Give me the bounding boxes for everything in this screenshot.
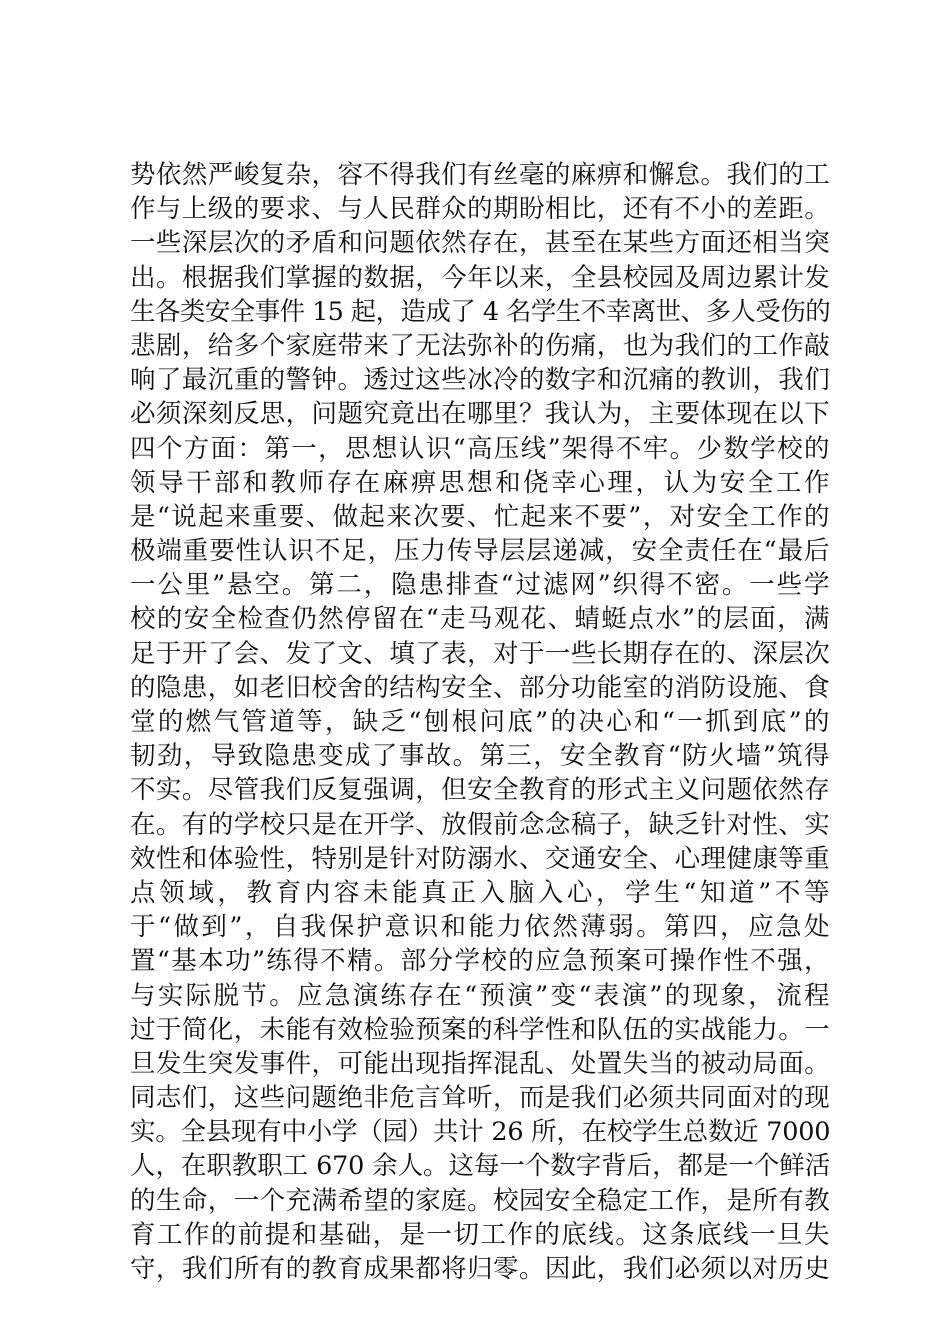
text-line: 置“基本功”练得不精。部分学校的应急预案可操作性不强， — [130, 946, 830, 977]
text-line: 效性和体验性，特别是针对防溺水、交通安全、心理健康等重 — [130, 843, 830, 874]
text-line: 极端重要性认识不足，压力传导层层递减，安全责任在“最后 — [130, 536, 830, 567]
text-line: 堂的燃气管道等，缺乏“刨根问底”的决心和“一抓到底”的 — [130, 707, 830, 737]
text-line: 于“做到”，自我保护意识和能力依然薄弱。第四，应急处 — [130, 912, 830, 943]
text-line: 校的安全检查仍然停留在“走马观花、蜻蜓点水”的层面，满 — [130, 604, 830, 635]
text-line: 生各类安全事件 15 起，造成了 4 名学生不幸离世、多人受伤的 — [130, 296, 830, 327]
text-line: 守，我们所有的教育成果都将归零。因此，我们必须以对历史 — [130, 1254, 830, 1284]
text-line: 足于开了会、发了文、填了表，对于一些长期存在的、深层次 — [130, 638, 830, 669]
text-line: 是“说起来重要、做起来次要、忙起来不要”，对安全工作的 — [130, 501, 830, 532]
text-line: 韧劲，导致隐患变成了事故。第三，安全教育“防火墙”筑得 — [130, 741, 830, 772]
text-line: 育工作的前提和基础，是一切工作的底线。这条底线一旦失 — [130, 1219, 830, 1250]
body-text — [130, 158, 830, 1286]
text-line: 必须深刻反思，问题究竟出在哪里？我认为，主要体现在以下 — [130, 399, 830, 430]
text-line: 势依然严峻复杂，容不得我们有丝毫的麻痹和懈怠。我们的工 — [130, 160, 830, 190]
text-line: 的生命，一个充满希望的家庭。校园安全稳定工作，是所有教 — [130, 1185, 830, 1216]
text-line: 一些深层次的矛盾和问题依然存在，甚至在某些方面还相当突 — [130, 228, 830, 259]
text-line: 作与上级的要求、与人民群众的期盼相比，还有不小的差距。 — [130, 194, 830, 225]
text-line: 不实。尽管我们反复强调，但安全教育的形式主义问题依然存 — [130, 775, 830, 806]
text-line: 领导干部和教师存在麻痹思想和侥幸心理，认为安全工作 — [130, 467, 830, 498]
text-line: 与实际脱节。应急演练存在“预演”变“表演”的现象，流程 — [130, 980, 830, 1011]
text-line: 点领域，教育内容未能真正入脑入心，学生“知道”不等 — [130, 877, 830, 908]
text-line: 悲剧，给多个家庭带来了无法弥补的伤痛，也为我们的工作敲 — [130, 330, 830, 361]
text-line: 人，在职教职工 670 余人。这每一个数字背后，都是一个鲜活 — [130, 1151, 830, 1182]
text-line: 四个方面：第一，思想认识“高压线”架得不牢。少数学校的 — [130, 433, 830, 464]
text-line: 一公里”悬空。第二，隐患排查“过滤网”织得不密。一些学 — [130, 570, 830, 601]
text-line: 出。根据我们掌握的数据，今年以来，全县校园及周边累计发 — [130, 262, 830, 293]
text-line: 实。全县现有中小学（园）共计 26 所，在校学生总数近 7000 — [130, 1117, 831, 1148]
text-line: 旦发生突发事件，可能出现指挥混乱、处置失当的被动局面。 — [130, 1048, 830, 1079]
text-line: 在。有的学校只是在开学、放假前念念稿子，缺乏针对性、实 — [130, 809, 830, 840]
text-line: 的隐患，如老旧校舍的结构安全、部分功能室的消防设施、食 — [130, 672, 830, 703]
text-line: 响了最沉重的警钟。透过这些冰冷的数字和沉痛的教训，我们 — [130, 365, 830, 396]
text-line: 过于简化，未能有效检验预案的科学性和队伍的实战能力。一 — [130, 1014, 830, 1045]
text-line: 同志们，这些问题绝非危言耸听，而是我们必须共同面对的现 — [130, 1083, 830, 1114]
